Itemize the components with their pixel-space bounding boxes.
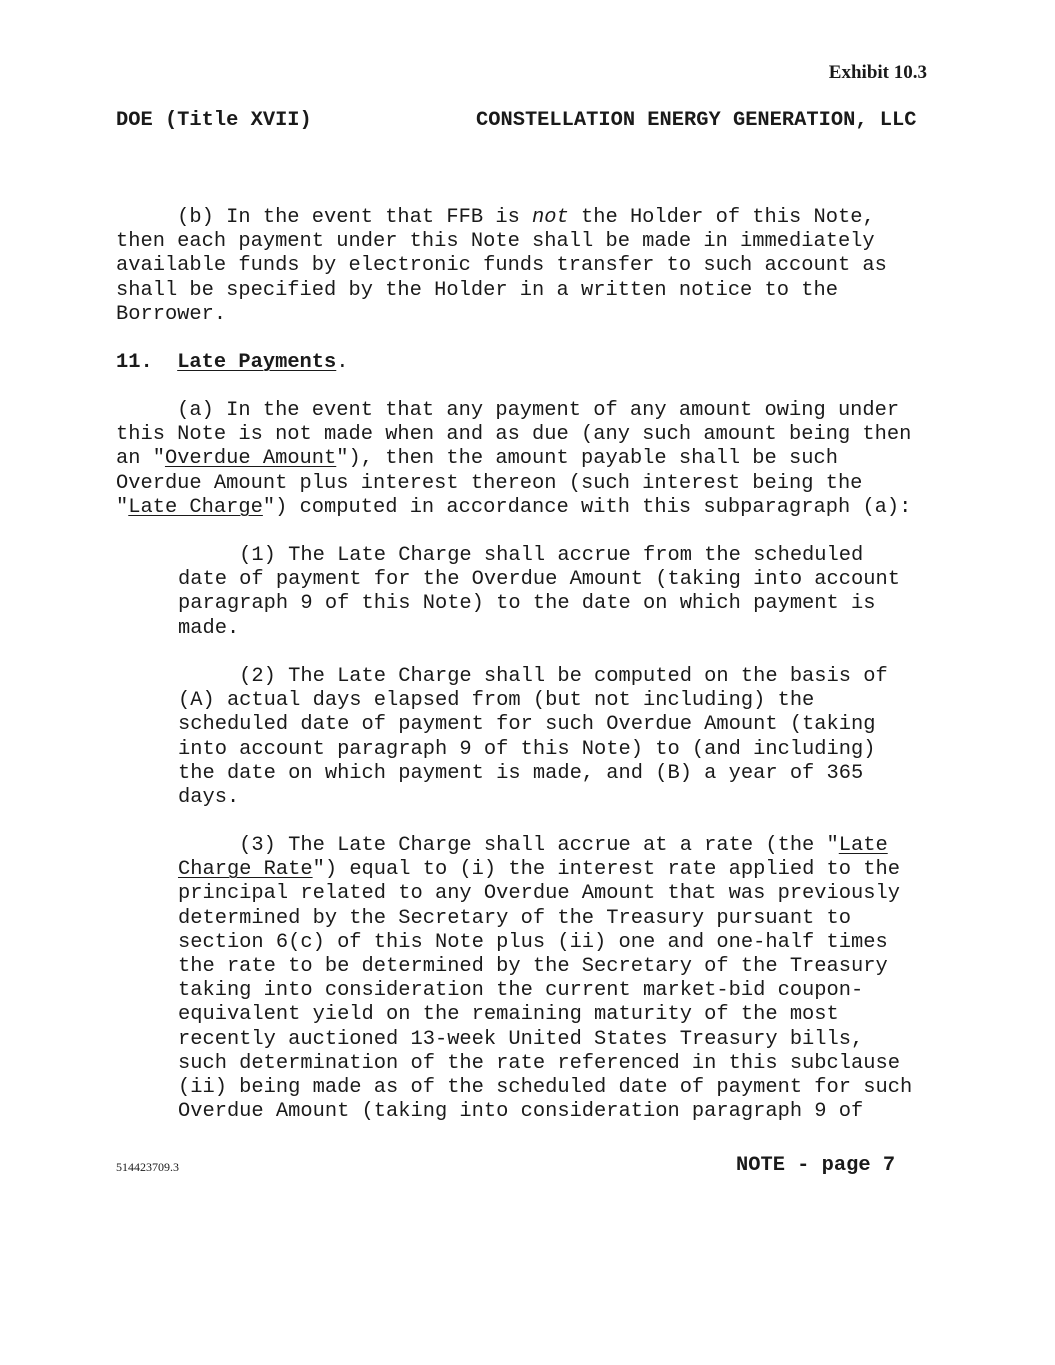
paragraph-b: (b) In the event that FFB is not the Holder of this Note, then each payment under this Note shall be made in immediately available funds by electronic funds transfer to such account as shall be specified by the Holder in a written notice to the Borrower. [116, 206, 887, 326]
clause-2: (2) The Late Charge shall be computed on the basis of (A) actual days elapsed from (but not including) the scheduled date of payment for such Overdue Amount (taking into account paragraph 9 of this Note) to (and including) the date on which payment is made, and (B) a year of 365 days. [178, 665, 888, 810]
header-left-title: DOE (Title XVII) [116, 109, 312, 132]
clause-1: (1) The Late Charge shall accrue from the scheduled date of payment for the Overdue Amount (taking into account paragraph 9 of this Note) to the date on which payment is made. [178, 544, 900, 640]
header-right-title: CONSTELLATION ENERGY GENERATION, LLC [476, 109, 917, 132]
page-label: NOTE - page 7 [736, 1154, 896, 1177]
term-overdue-amount: Overdue Amount [164, 447, 337, 471]
section-11-heading: 11. Late Payments. [116, 351, 349, 374]
term-late-charge-rate-part2: Charge Rate [178, 858, 313, 882]
emphasis-not: not [532, 206, 569, 229]
paragraph-a: (a) In the event that any payment of any amount owing under this Note is not made when and as due (any such amount being then an "Overdue Amount"), then the amount payable shall be such Overdue Amount plus interest thereon (such interest being the "Late Charge") computed in accordance with this subparagraph (a): [116, 399, 912, 519]
section-11-title: Late Payments [177, 351, 337, 374]
document-id: 514423709.3 [116, 1160, 179, 1174]
exhibit-label: Exhibit 10.3 [828, 62, 927, 83]
term-late-charge-rate-part1: Late [838, 834, 888, 857]
clause-3: (3) The Late Charge shall accrue at a rate (the "Late Charge Rate") equal to (i) the interest rate applied to the principal related to any Overdue Amount that was previously determined by the Secretary of the Treasury pursuant to section 6(c) of this Note plus (ii) one and one-half times the rate to be determined by the Secretary of the Treasury taking into consideration the current market-bid coupon- equivalent yield on the remaining maturity of the most recently auctioned 13-week United States Treasury bills, such determination of the rate referenced in this subclause (ii) being made as of the scheduled date of payment for such Overdue Amount (taking into consideration paragraph 9 of [178, 834, 913, 1124]
term-late-charge: Late Charge [128, 495, 263, 519]
